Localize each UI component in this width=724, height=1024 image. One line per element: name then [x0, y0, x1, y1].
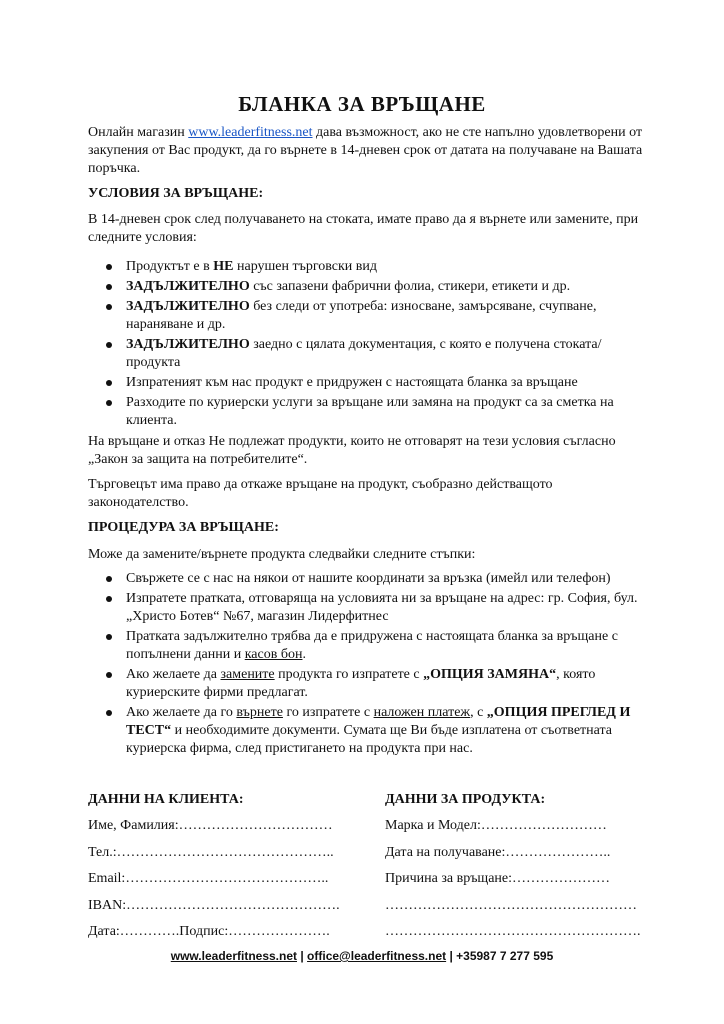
footer-website-link[interactable]: www.leaderfitness.net [170, 949, 298, 963]
list-item: ЗАДЪЛЖИТЕЛНО без следи от употреба: износване, замърсяване, счупване, нараняване и др. [88, 298, 648, 334]
bullet-icon [106, 400, 112, 406]
intro-paragraph [88, 124, 648, 178]
bullet-icon [106, 264, 112, 270]
product-return-reason-field[interactable]: Причина за връщане:………………… [385, 871, 611, 886]
client-data-heading: ДАННИ НА КЛИЕНТА: [88, 792, 244, 807]
list-item: Ако желаете да замените продукта го изпратете с „ОПЦИЯ ЗАМЯНА“, която куриерските фирми предлагат. [88, 666, 648, 702]
conditions-list [88, 258, 648, 432]
client-phone-field[interactable]: Тел.:……………………………………….. [88, 845, 334, 860]
procedure-list [88, 570, 648, 760]
bullet-icon [106, 380, 112, 386]
footer-email-link[interactable]: office@leaderfitness.net [307, 949, 447, 963]
conditions-note-2: Търговецът има право да откаже връщане на продукт, съобразно действащото законодателство. [88, 477, 553, 510]
intro-suffix: дава възможност, ако не сте напълно удовлетворени от закупения от Вас продукт, да го върнете в 14-дневен срок от датата на получаване на Вашата поръчка. [88, 125, 643, 176]
bullet-icon [106, 634, 112, 640]
client-name-field[interactable]: Име, Фамилия:…………………………… [88, 818, 333, 833]
list-item: Ако желаете да го върнете го изпратете с наложен платеж, с „ОПЦИЯ ПРЕГЛЕД И ТЕСТ“ и необходимите документи. Сумата ще Ви бъде изплатена от съответната куриерска фирма, след пристигането на продукта при нас. [88, 704, 648, 758]
client-date-signature-field[interactable]: Дата:………….Подпис:…………………. [88, 924, 330, 939]
product-extra-line-2[interactable]: ………………………………………………. [385, 924, 641, 939]
conditions-note-1: На връщане и отказ Не подлежат продукти, които не отговарят на тези условия съгласно „Закон за защита на потребителите“. [88, 434, 616, 467]
list-item: Изпратеният към нас продукт е придружен с настоящата бланка за връщане [88, 374, 648, 392]
footer-contacts: www.leaderfitness.net | office@leaderfitness.net | +35987 7 277 595 [170, 949, 554, 963]
product-brand-model-field[interactable]: Марка и Модел:……………………… [385, 818, 607, 833]
bullet-icon [106, 672, 112, 678]
bullet-icon [106, 284, 112, 290]
list-item: Разходите по куриерски услуги за връщане или замяна на продукт са за сметка на клиента. [88, 394, 648, 430]
bullet-icon [106, 596, 112, 602]
intro-prefix: Онлайн магазин [88, 125, 189, 140]
product-received-date-field[interactable]: Дата на получаване:………………….. [385, 845, 611, 860]
procedure-heading: ПРОЦЕДУРА ЗА ВРЪЩАНЕ: [88, 520, 279, 535]
footer-phone: | +35987 7 277 595 [446, 949, 554, 963]
page-title: БЛАНКА ЗА ВРЪЩАНЕ [238, 92, 486, 116]
list-item: Продуктът е в НЕ нарушен търговски вид [88, 258, 648, 276]
conditions-lead: В 14-дневен срок след получаването на стоката, имате право да я върнете или замените, при следните условия: [88, 212, 639, 245]
client-email-field[interactable]: Email:…………………………………….. [88, 871, 329, 886]
list-item: ЗАДЪЛЖИТЕЛНО със запазени фабрични фолиа, стикери, етикети и др. [88, 278, 648, 296]
procedure-lead: Може да замените/върнете продукта следвайки следните стъпки: [88, 547, 476, 562]
list-item: Изпратете пратката, отговаряща на условията ни за връщане на адрес: гр. София, бул. „Христо Ботев“ №67, магазин Лидерфитнес [88, 590, 648, 626]
list-item: ЗАДЪЛЖИТЕЛНО заедно с цялата документация, с която е получена стоката/продукта [88, 336, 648, 372]
bullet-icon [106, 304, 112, 310]
client-iban-field[interactable]: IBAN:………………………………………. [88, 898, 340, 913]
website-link[interactable]: www.leaderfitness.net [188, 125, 313, 140]
list-item: Пратката задължително трябва да е придружена с настоящата бланка за връщане с попълнени данни и касов бон. [88, 628, 648, 664]
bullet-icon [106, 710, 112, 716]
bullet-icon [106, 342, 112, 348]
product-data-heading: ДАННИ ЗА ПРОДУКТА: [385, 792, 546, 807]
conditions-heading: УСЛОВИЯ ЗА ВРЪЩАНЕ: [88, 186, 264, 201]
list-item: Свържете се с нас на някои от нашите координати за връзка (имейл или телефон) [88, 570, 648, 588]
product-extra-line-1[interactable]: ……………………………………………… [385, 898, 637, 913]
bullet-icon [106, 576, 112, 582]
